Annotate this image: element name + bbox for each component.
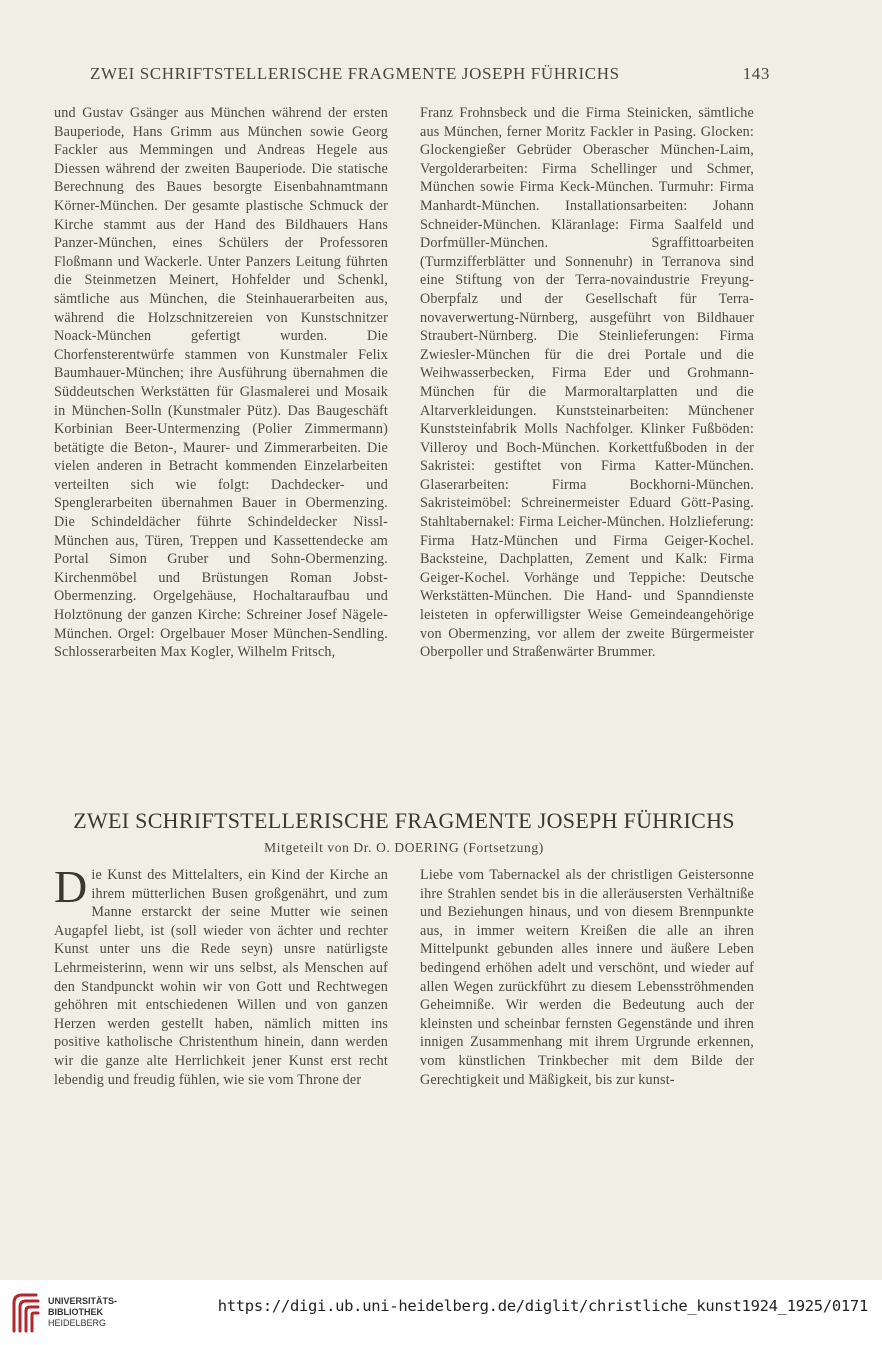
article-body <box>54 861 754 1089</box>
library-logo-icon[interactable] <box>10 1289 42 1335</box>
drop-cap: D <box>54 861 88 912</box>
library-name-line2: BIBLIOTHEK <box>48 1307 103 1317</box>
library-name[interactable] <box>48 1296 117 1329</box>
article-left-column <box>54 861 388 1089</box>
running-head-title: ZWEI SCHRIFTSTELLERISCHE FRAGMENTE JOSEPH FÜHRICHS <box>90 64 620 83</box>
library-name-line3: HEIDELBERG <box>48 1318 107 1328</box>
permalink-url[interactable]: https://digi.ub.uni-heidelberg.de/diglit/christliche_kunst1924_1925/0171 <box>217 1297 868 1315</box>
article-right-column <box>420 866 754 1089</box>
page-number: 143 <box>742 64 770 83</box>
article-byline: Mitgeteilt von Dr. O. DOERING (Fortsetzung) <box>264 840 544 855</box>
top-left-text: und Gustav Gsänger aus München während der ersten Bauperiode, Hans Grimm aus München sowie Georg Fackler aus Memmingen und Andreas Hegele aus Diessen während der zweiten Bauperiode. Die statische Berechnung des Baues besorgte Eisenbahnamtmann Körner-München. Der gesamte plastische Schmuck der Kirche stammt aus der Hand des Bildhauers Hans Panzer-München, eines Schülers der Professoren Floßmann und Wackerle. Unter Panzers Leitung führten die Steinmetzen Meinert, Hohfelder und Schenkl, sämtliche aus München, die Steinhauerarbeiten aus, während die Holzschnitzereien von Kunstschnitzer Noack-München gefertigt wurden. Die Chorfensterentwürfe stammen von Kunstmaler Felix Baumhauer-München; ihre Ausführung übernahmen die Süddeutschen Werkstätten für Glasmalerei und Mosaik in München-Solln (Kunstmaler Pütz). Das Baugeschäft Korbinian Beer-Untermenzing (Polier Zimmermann) betätigte die Beton-, Maurer- und Zimmerarbeiten. Die vielen anderen in Betracht kommenden Einzelarbeiten verteilten sich wie folgt: Dachdecker- und Spenglerarbeiten übernahmen Bauer in Obermenzing. Die Schindeldächer führte Schindeldecker Nissl-München aus, Türen, Treppen und Kassettendecke am Portal Simon Gruber und Sohn-Obermenzing. Kirchenmöbel und Brüstungen Roman Jobst-Obermenzing. Orgelgehäuse, Hochaltaraufbau und Holztönung der ganzen Kirche: Schreiner Josef Nägele-München. Orgel: Orgelbauer Moser München-Sendling. Schlosserarbeiten Max Kogler, Wilhelm Fritsch, <box>54 105 388 661</box>
running-head <box>90 64 770 84</box>
top-left-column <box>54 104 388 662</box>
top-right-text: Franz Frohnsbeck und die Firma Steinicken, sämtliche aus München, ferner Moritz Fackler in Pasing. Glocken: Glockengießer Gebrüder Oberascher München-Laim, Vergolderarbeiten: Firma Schellinger und Schmer, München sowie Firma Keck-München. Turmuhr: Firma Manhardt-München. Installationsarbeiten: Johann Schneider-München. Kläranlage: Firma Saalfeld und Dorfmüller-München. Sgraffittoarbeiten (Turmzifferblätter und Sonnenuhr) in Terranova sind eine Stiftung von der Terra-novaindustrie Freyung-Oberpfalz und der Gesellschaft für Terra-novaverwertung-Nürnberg, ausgeführt von Bildhauer Straubert-Nürnberg. Die Steinlieferungen: Firma Zwiesler-München für die drei Portale und die Weihwasserbecken, Firma Eder und Grohmann-München für die Marmoraltarplatten und die Altarverkleidungen. Kunststeinarbeiten: Münchener Kunststeinfabrik Molls Nachfolger. Klinker Fußböden: Villeroy und Boch-München. Korkettfußboden in der Sakristei: gestiftet von Firma Katter-München. Glaserarbeiten: Firma Bockhorni-München. Sakristeimöbel: Schreinermeister Eduard Gött-Pasing. Stahltabernakel: Firma Leicher-München. Holzlieferung: Firma Hatz-München und Firma Geiger-Kochel. Backsteine, Dachplatten, Zement und Kalk: Firma Geiger-Kochel. Vorhänge und Teppiche: Deutsche Werkstätten-München. Die Hand- und Spanndienste leisteten in opferwilligster Weise Gemeindeangehörige von Obermenzing, vor allem der zweite Bürgermeister Oberpoller und Straßenwärter Brummer. <box>420 105 754 661</box>
top-section <box>54 104 754 662</box>
library-name-line1: UNIVERSITÄTS- <box>48 1296 118 1306</box>
article-title: ZWEI SCHRIFTSTELLERISCHE FRAGMENTE JOSEPH FÜHRICHS <box>73 808 735 833</box>
article-left-text: ie Kunst des Mittelalters, ein Kind der Kirche an ihrem mütterlichen Busen großgenährt, und zum Manne erstarckt der seine Mutter wie seinen Augapfel liebt, ist (soll wieder von ächter und rechter Kunst unter uns die Rede seyn) unsre natürligste Lehrmeisterinn, wenn wir uns selbst, als Menschen auf den Standpunckt wohin wir von Gott und Rechtwegen gehöhren mit entschiedenen Willen und von ganzen Herzen werden gestellt haben, nämlich mitten ins positive katholische Christenthum hinein, dann werden wir die ganze alte Herrlichkeit jener Kunst erst recht lebendig und freudig fühlen, wie sie vom Throne der <box>54 867 388 1088</box>
top-right-column <box>420 104 754 662</box>
article-right-text: Liebe vom Tabernackel als der christligen Geistersonne ihre Strahlen sendet bis in die alleräusersten Verhältniße und Beziehungen hinaus, und von diesem Brennpunkte aus, in immer weitern Kreißen die alle an ihren Mittelpunkt gebunden alles innere und äußere Leben bedingend erhöhen adelt und verschönt, und wieder auf allen Wegen zurückführt zu diesem Lebensströhmenden Geheimniße. Wir werden die Bedeutung auch der kleinsten und scheinbar fernsten Gegenstände und ihren innigen Zusammenhang mit ihrem Urgrunde erkennen, vom künstlichen Trinkbecher mit dem Bilde der Gerechtigkeit und Mäßigkeit, bis zur kunst- <box>420 867 754 1088</box>
